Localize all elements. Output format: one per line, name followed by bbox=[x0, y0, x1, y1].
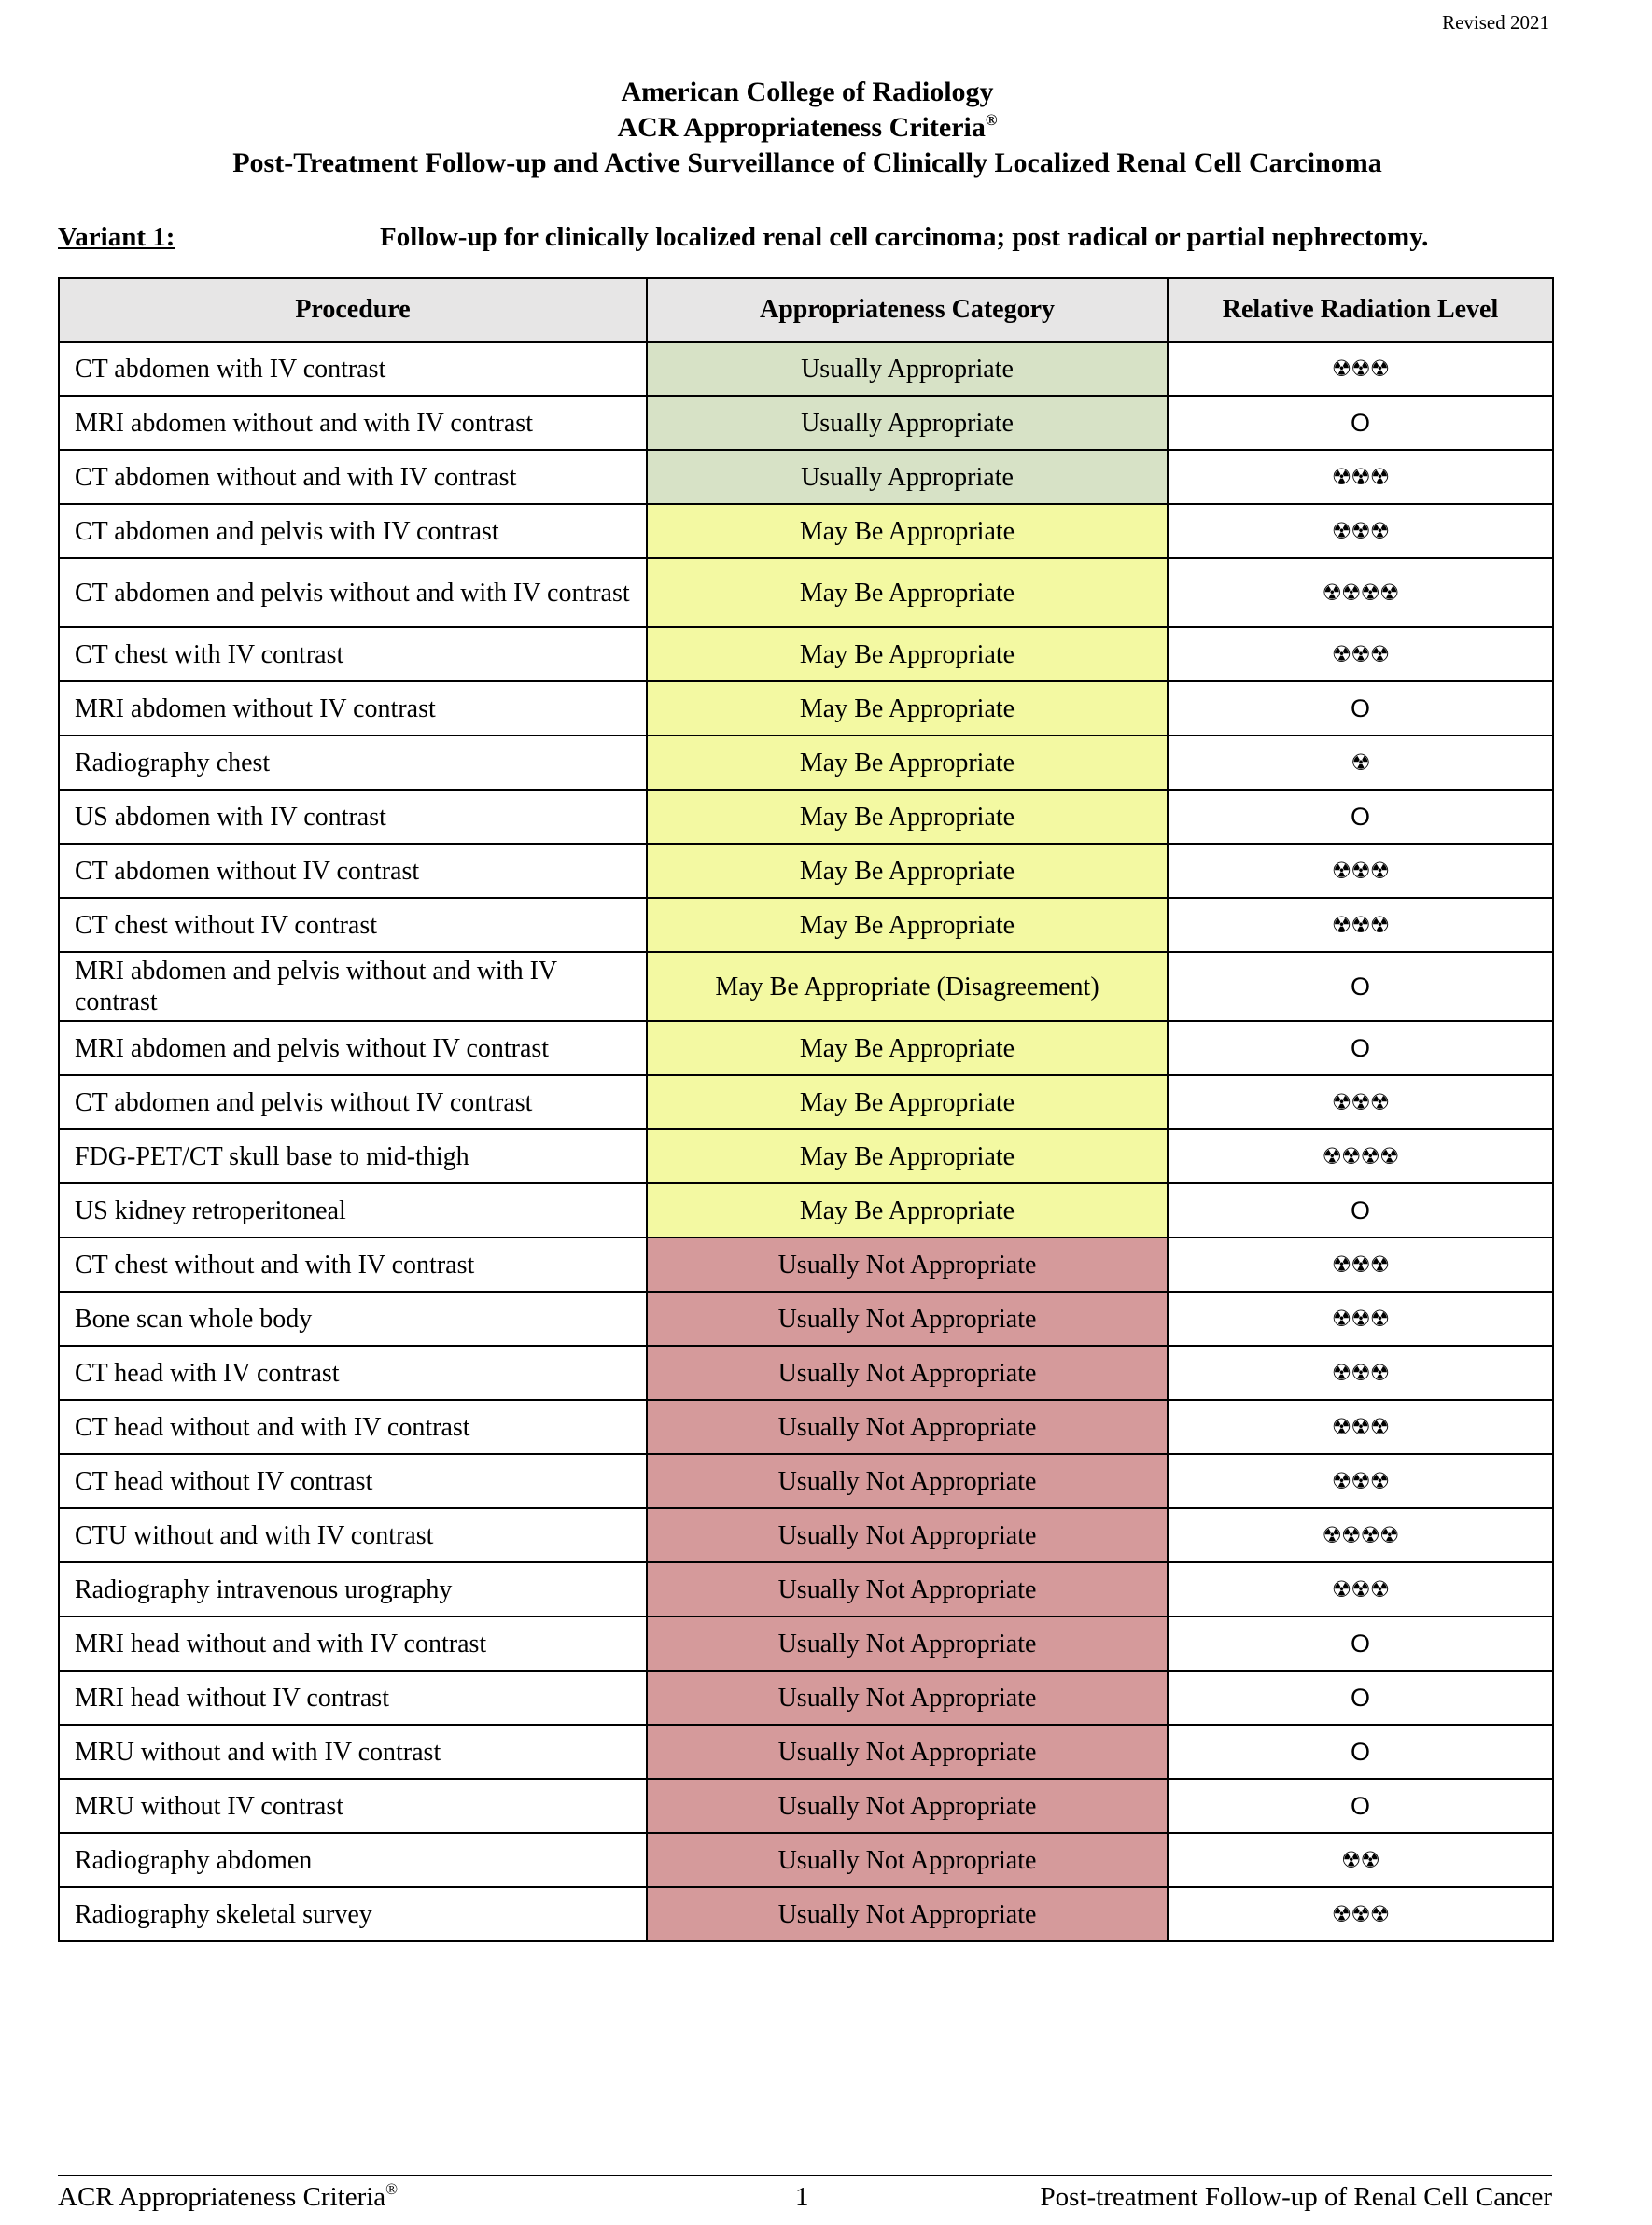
table-row bbox=[59, 1616, 1553, 1671]
procedure-cell: MRI abdomen and pelvis without IV contrast bbox=[59, 1021, 647, 1075]
radiation-icon: ☢☢☢ bbox=[1331, 1576, 1390, 1602]
procedure-cell: CT head with IV contrast bbox=[59, 1346, 647, 1400]
procedure-cell: MRI abdomen and pelvis without and with IV contrast bbox=[59, 952, 647, 1021]
header-appropriateness: Appropriateness Category bbox=[647, 278, 1168, 342]
appropriateness-cell: May Be Appropriate bbox=[647, 681, 1168, 735]
table-row bbox=[59, 1238, 1553, 1292]
table-row bbox=[59, 844, 1553, 898]
footer-left: ACR Appropriateness Criteria® bbox=[58, 2180, 399, 2212]
appropriateness-cell: May Be Appropriate bbox=[647, 627, 1168, 681]
radiation-cell bbox=[1168, 790, 1553, 844]
appropriateness-cell: Usually Not Appropriate bbox=[647, 1779, 1168, 1833]
criteria-title: ACR Appropriateness Criteria® bbox=[617, 111, 998, 143]
appropriateness-cell: Usually Not Appropriate bbox=[647, 1346, 1168, 1400]
procedure-cell: CT abdomen without and with IV contrast bbox=[59, 450, 647, 504]
appropriateness-cell: Usually Not Appropriate bbox=[647, 1454, 1168, 1508]
table-row bbox=[59, 952, 1553, 1021]
header-radiation: Relative Radiation Level bbox=[1168, 278, 1553, 342]
radiation-icon: ☢☢☢ bbox=[1331, 858, 1390, 884]
appropriateness-cell: Usually Not Appropriate bbox=[647, 1616, 1168, 1671]
procedure-cell: MRI abdomen without IV contrast bbox=[59, 681, 647, 735]
radiation-cell bbox=[1168, 342, 1553, 396]
radiation-cell bbox=[1168, 1562, 1553, 1616]
radiation-cell bbox=[1168, 898, 1553, 952]
appropriateness-cell: May Be Appropriate bbox=[647, 1183, 1168, 1238]
org-title: American College of Radiology bbox=[621, 77, 994, 107]
procedure-cell: MRU without IV contrast bbox=[59, 1779, 647, 1833]
radiation-cell bbox=[1168, 1508, 1553, 1562]
appropriateness-cell: Usually Not Appropriate bbox=[647, 1508, 1168, 1562]
procedure-cell: Radiography abdomen bbox=[59, 1833, 647, 1887]
radiation-icon: ☢☢☢ bbox=[1331, 1252, 1390, 1278]
procedure-cell: US abdomen with IV contrast bbox=[59, 790, 647, 844]
radiation-none-icon: O bbox=[1350, 1033, 1370, 1062]
radiation-cell bbox=[1168, 396, 1553, 450]
radiation-cell bbox=[1168, 504, 1553, 558]
radiation-cell bbox=[1168, 558, 1553, 627]
radiation-cell bbox=[1168, 952, 1553, 1021]
radiation-icon: ☢☢☢ bbox=[1331, 641, 1390, 667]
procedure-cell: CT abdomen and pelvis without and with IV contrast bbox=[59, 558, 647, 627]
appropriateness-cell: Usually Not Appropriate bbox=[647, 1887, 1168, 1941]
radiation-icon: ☢ bbox=[1351, 749, 1370, 776]
table-row bbox=[59, 1779, 1553, 1833]
table-row bbox=[59, 1454, 1553, 1508]
radiation-icon: ☢☢☢ bbox=[1331, 1360, 1390, 1386]
footer-divider bbox=[58, 2175, 1552, 2176]
procedure-cell: Bone scan whole body bbox=[59, 1292, 647, 1346]
radiation-icon: ☢☢☢☢ bbox=[1322, 1522, 1399, 1548]
topic-title: Post-Treatment Follow-up and Active Surveillance of Clinically Localized Renal Cell Carcinoma bbox=[232, 147, 1382, 178]
procedure-cell: Radiography intravenous urography bbox=[59, 1562, 647, 1616]
procedure-cell: MRU without and with IV contrast bbox=[59, 1725, 647, 1779]
appropriateness-cell: Usually Not Appropriate bbox=[647, 1671, 1168, 1725]
radiation-none-icon: O bbox=[1350, 1791, 1370, 1820]
radiation-cell bbox=[1168, 844, 1553, 898]
table-row bbox=[59, 735, 1553, 790]
table-row bbox=[59, 790, 1553, 844]
table-row bbox=[59, 450, 1553, 504]
appropriateness-cell: Usually Not Appropriate bbox=[647, 1562, 1168, 1616]
table-row bbox=[59, 1021, 1553, 1075]
appropriateness-cell: Usually Appropriate bbox=[647, 450, 1168, 504]
radiation-icon: ☢☢ bbox=[1340, 1847, 1380, 1873]
procedure-cell: CT head without and with IV contrast bbox=[59, 1400, 647, 1454]
page-number: 1 bbox=[795, 2182, 809, 2212]
appropriateness-cell: May Be Appropriate bbox=[647, 558, 1168, 627]
radiation-icon: ☢☢☢ bbox=[1331, 912, 1390, 938]
procedure-cell: Radiography skeletal survey bbox=[59, 1887, 647, 1941]
procedure-cell: CTU without and with IV contrast bbox=[59, 1508, 647, 1562]
radiation-icon: ☢☢☢ bbox=[1331, 1306, 1390, 1332]
document-header bbox=[56, 75, 1559, 181]
radiation-icon: ☢☢☢ bbox=[1331, 518, 1390, 544]
radiation-cell bbox=[1168, 1183, 1553, 1238]
radiation-cell bbox=[1168, 1292, 1553, 1346]
radiation-cell bbox=[1168, 1671, 1553, 1725]
table-body bbox=[59, 342, 1553, 1941]
procedure-cell: MRI head without and with IV contrast bbox=[59, 1616, 647, 1671]
appropriateness-cell: Usually Not Appropriate bbox=[647, 1400, 1168, 1454]
radiation-none-icon: O bbox=[1350, 408, 1370, 437]
header-procedure: Procedure bbox=[59, 278, 647, 342]
radiation-cell bbox=[1168, 1400, 1553, 1454]
table-row bbox=[59, 1671, 1553, 1725]
radiation-cell bbox=[1168, 1779, 1553, 1833]
table-row bbox=[59, 627, 1553, 681]
radiation-none-icon: O bbox=[1350, 693, 1370, 722]
radiation-icon: ☢☢☢☢ bbox=[1322, 1143, 1399, 1169]
appropriateness-cell: May Be Appropriate bbox=[647, 504, 1168, 558]
procedure-cell: CT chest without IV contrast bbox=[59, 898, 647, 952]
table-row bbox=[59, 1833, 1553, 1887]
radiation-cell bbox=[1168, 1833, 1553, 1887]
procedure-cell: CT chest without and with IV contrast bbox=[59, 1238, 647, 1292]
appropriateness-cell: Usually Not Appropriate bbox=[647, 1725, 1168, 1779]
procedure-cell: MRI head without IV contrast bbox=[59, 1671, 647, 1725]
radiation-cell bbox=[1168, 1346, 1553, 1400]
criteria-table bbox=[58, 277, 1554, 1942]
radiation-icon: ☢☢☢ bbox=[1331, 1414, 1390, 1440]
procedure-cell: CT abdomen and pelvis with IV contrast bbox=[59, 504, 647, 558]
appropriateness-cell: Usually Appropriate bbox=[647, 342, 1168, 396]
radiation-icon: ☢☢☢☢ bbox=[1322, 580, 1399, 606]
procedure-cell: FDG-PET/CT skull base to mid-thigh bbox=[59, 1129, 647, 1183]
radiation-icon: ☢☢☢ bbox=[1331, 356, 1390, 382]
table-row bbox=[59, 1183, 1553, 1238]
radiation-cell bbox=[1168, 735, 1553, 790]
table-header-row bbox=[59, 278, 1553, 342]
radiation-cell bbox=[1168, 627, 1553, 681]
procedure-cell: US kidney retroperitoneal bbox=[59, 1183, 647, 1238]
radiation-none-icon: O bbox=[1350, 1196, 1370, 1224]
variant-label: Variant 1: bbox=[58, 222, 175, 252]
radiation-cell bbox=[1168, 450, 1553, 504]
procedure-cell: CT head without IV contrast bbox=[59, 1454, 647, 1508]
radiation-cell bbox=[1168, 1238, 1553, 1292]
appropriateness-cell: Usually Not Appropriate bbox=[647, 1833, 1168, 1887]
appropriateness-cell: May Be Appropriate bbox=[647, 1021, 1168, 1075]
radiation-cell bbox=[1168, 1021, 1553, 1075]
table-row bbox=[59, 558, 1553, 627]
table-row bbox=[59, 1887, 1553, 1941]
radiation-icon: ☢☢☢ bbox=[1331, 464, 1390, 490]
revised-date: Revised 2021 bbox=[1442, 11, 1549, 34]
radiation-none-icon: O bbox=[1350, 802, 1370, 831]
appropriateness-cell: May Be Appropriate bbox=[647, 1129, 1168, 1183]
radiation-cell bbox=[1168, 1725, 1553, 1779]
radiation-icon: ☢☢☢ bbox=[1331, 1901, 1390, 1927]
appropriateness-cell: Usually Not Appropriate bbox=[647, 1238, 1168, 1292]
radiation-icon: ☢☢☢ bbox=[1331, 1089, 1390, 1115]
table-row bbox=[59, 342, 1553, 396]
procedure-cell: CT abdomen and pelvis without IV contrast bbox=[59, 1075, 647, 1129]
radiation-none-icon: O bbox=[1350, 1629, 1370, 1658]
table-row bbox=[59, 504, 1553, 558]
table-row bbox=[59, 1508, 1553, 1562]
appropriateness-cell: May Be Appropriate bbox=[647, 844, 1168, 898]
radiation-cell bbox=[1168, 1129, 1553, 1183]
table-row bbox=[59, 1075, 1553, 1129]
radiation-none-icon: O bbox=[1350, 1737, 1370, 1766]
table-row bbox=[59, 1725, 1553, 1779]
radiation-none-icon: O bbox=[1350, 1683, 1370, 1712]
footer-right: Post-treatment Follow-up of Renal Cell Cancer bbox=[1040, 2182, 1552, 2212]
procedure-cell: CT chest with IV contrast bbox=[59, 627, 647, 681]
appropriateness-cell: May Be Appropriate bbox=[647, 735, 1168, 790]
footer-registered-mark: ® bbox=[385, 2180, 399, 2198]
procedure-cell: CT abdomen without IV contrast bbox=[59, 844, 647, 898]
variant-description: Follow-up for clinically localized renal cell carcinoma; post radical or partial nephrectomy. bbox=[380, 222, 1429, 252]
table-row bbox=[59, 396, 1553, 450]
appropriateness-cell: May Be Appropriate bbox=[647, 790, 1168, 844]
procedure-cell: Radiography chest bbox=[59, 735, 647, 790]
radiation-cell bbox=[1168, 1075, 1553, 1129]
appropriateness-cell: May Be Appropriate bbox=[647, 1075, 1168, 1129]
table-row bbox=[59, 1292, 1553, 1346]
table-row bbox=[59, 1346, 1553, 1400]
appropriateness-cell: Usually Not Appropriate bbox=[647, 1292, 1168, 1346]
radiation-icon: ☢☢☢ bbox=[1331, 1468, 1390, 1494]
procedure-cell: MRI abdomen without and with IV contrast bbox=[59, 396, 647, 450]
radiation-cell bbox=[1168, 1616, 1553, 1671]
radiation-cell bbox=[1168, 681, 1553, 735]
table-row bbox=[59, 1129, 1553, 1183]
appropriateness-cell: May Be Appropriate bbox=[647, 898, 1168, 952]
procedure-cell: CT abdomen with IV contrast bbox=[59, 342, 647, 396]
appropriateness-cell: Usually Appropriate bbox=[647, 396, 1168, 450]
appropriateness-cell: May Be Appropriate (Disagreement) bbox=[647, 952, 1168, 1021]
registered-mark: ® bbox=[985, 111, 998, 129]
table-row bbox=[59, 1562, 1553, 1616]
table-row bbox=[59, 1400, 1553, 1454]
table-row bbox=[59, 681, 1553, 735]
radiation-cell bbox=[1168, 1887, 1553, 1941]
radiation-none-icon: O bbox=[1350, 972, 1370, 1001]
table-row bbox=[59, 898, 1553, 952]
radiation-cell bbox=[1168, 1454, 1553, 1508]
